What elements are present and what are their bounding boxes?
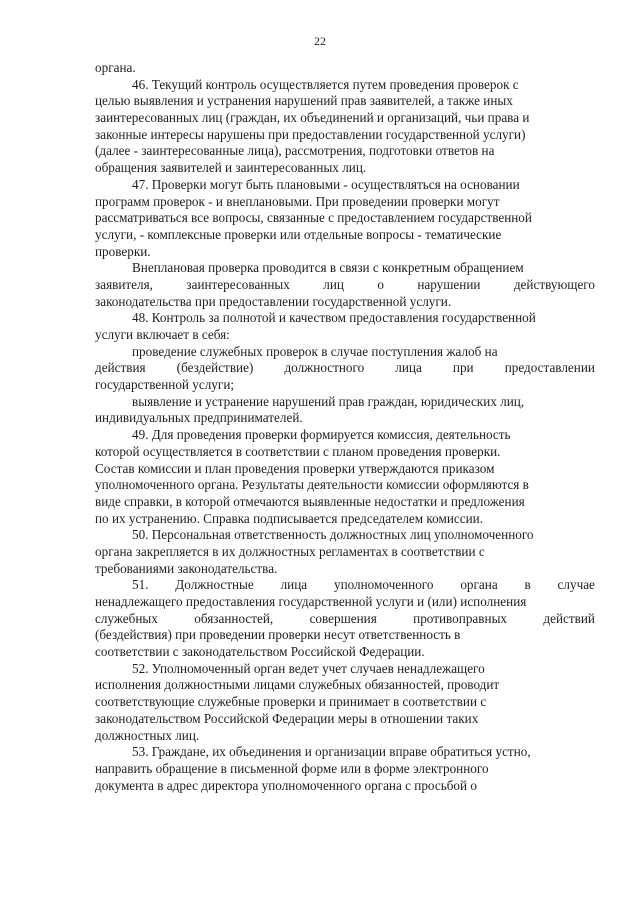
text-line: целью выявления и устранения нарушений прав заявителей, а также иных — [95, 93, 513, 109]
text-line — [95, 611, 595, 628]
text-line: должностных лиц. — [95, 727, 200, 743]
word: лиц — [323, 276, 344, 292]
word: заинтересованных — [186, 276, 290, 292]
word: при — [452, 360, 474, 376]
word: в — [524, 577, 531, 593]
page-number: 22 — [314, 34, 326, 48]
document-body — [95, 60, 595, 794]
text-line: которой осуществляется в соответствии с планом проведения проверки. — [95, 443, 501, 459]
text-line: законодательством Российской Федерации меры в отношении таких — [95, 710, 479, 726]
text-line: 46. Текущий контроль осуществляется путем проведения проверок с — [132, 76, 519, 92]
text-line: направить обращение в письменной форме или в форме электронного — [95, 760, 489, 776]
text-line: (далее - заинтересованные лица), рассмотрения, подготовки ответов на — [95, 143, 495, 159]
word: лица — [280, 577, 308, 593]
text-line: 52. Уполномоченный орган ведет учет случаев ненадлежащего — [132, 660, 485, 676]
text-line: законные интересы нарушены при предоставлении государственной услуги) — [95, 126, 526, 142]
text-line: 48. Контроль за полнотой и качеством предоставления государственной — [132, 310, 536, 326]
word: уполномоченного — [333, 577, 434, 593]
text-line: 49. Для проведения проверки формируется комиссия, деятельность — [132, 427, 511, 443]
text-line: обращения заявителей и заинтересованных лиц. — [95, 160, 367, 176]
word: противоправных — [413, 610, 508, 626]
word: о — [377, 276, 384, 292]
text-line: виде справки, в которой отмечаются выявленные недостатки и предложения — [95, 493, 525, 509]
text-line: требованиями законодательства. — [95, 560, 278, 576]
text-line — [95, 577, 595, 594]
text-line: соответствующие служебные проверки и принимает в соответствии с — [95, 694, 487, 710]
text-line: рассматриваться все вопросы, связанные с предоставлением государственной — [95, 210, 532, 226]
text-line: исполнения должностными лицами служебных обязанностей, проводит — [95, 677, 500, 693]
word: лица — [395, 360, 422, 376]
text-line: документа в адрес директора уполномоченного органа с просьбой о — [95, 777, 477, 793]
word: 51. — [132, 577, 149, 593]
word: должностного — [284, 360, 365, 376]
text-line: соответствии с законодательством Российской Федерации. — [95, 644, 425, 660]
word: (бездействие) — [176, 360, 254, 376]
word: действующего — [513, 276, 595, 292]
text-line: 53. Граждане, их объединения и организации вправе обратиться устно, — [132, 744, 531, 760]
text-line: заинтересованных лиц (граждан, их объединений и организаций, чьи права и — [95, 110, 530, 126]
text-line — [95, 360, 595, 377]
word: действий — [543, 610, 595, 626]
text-line: органа. — [95, 60, 136, 75]
text-line: услуги включает в себя: — [95, 327, 230, 342]
text-line: по их устранению. Справка подписывается председателем комиссии. — [95, 510, 484, 526]
word: совершения — [309, 610, 377, 626]
text-line: проверки. — [95, 243, 151, 259]
word: Должностные — [175, 577, 254, 593]
text-line: 47. Проверки могут быть плановыми - осуществляться на основании — [132, 176, 520, 192]
text-line: выявление и устранение нарушений прав граждан, юридических лиц, — [132, 393, 525, 409]
text-line: услуги, - комплексные проверки или отдельные вопросы - тематические — [95, 226, 502, 242]
text-line: уполномоченного органа. Результаты деятельности комиссии оформляются в — [95, 477, 529, 493]
text-line: программ проверок - и внеплановыми. При проведении проверки могут — [95, 193, 500, 209]
text-line: ненадлежащего предоставления государственной услуги и (или) исполнения — [95, 594, 527, 609]
word: служебных — [95, 610, 158, 626]
word: заявителя, — [95, 276, 153, 292]
text-line: (бездействия) при проведении проверки несут ответственность в — [95, 627, 461, 643]
word: органа — [460, 577, 498, 593]
word: случае — [557, 577, 595, 593]
text-line: Состав комиссии и план проведения проверки утверждаются приказом — [95, 460, 495, 476]
text-line: органа закрепляется в их должностных регламентах в соответствии с — [95, 543, 485, 559]
word: действия — [95, 360, 146, 376]
text-line: Внеплановая проверка проводится в связи с конкретным обращением — [132, 260, 524, 276]
text-line — [95, 277, 595, 294]
text-line: государственной услуги; — [95, 377, 235, 393]
text-line: 50. Персональная ответственность должностных лиц уполномоченного — [132, 527, 534, 543]
text-line: законодательства при предоставлении государственной услуги. — [95, 293, 452, 309]
word: нарушении — [417, 276, 481, 292]
text-line: проведение служебных проверок в случае поступления жалоб на — [132, 343, 498, 359]
word: предоставлении — [504, 360, 595, 376]
word: обязанностей, — [194, 610, 274, 626]
text-line: индивидуальных предпринимателей. — [95, 410, 303, 426]
